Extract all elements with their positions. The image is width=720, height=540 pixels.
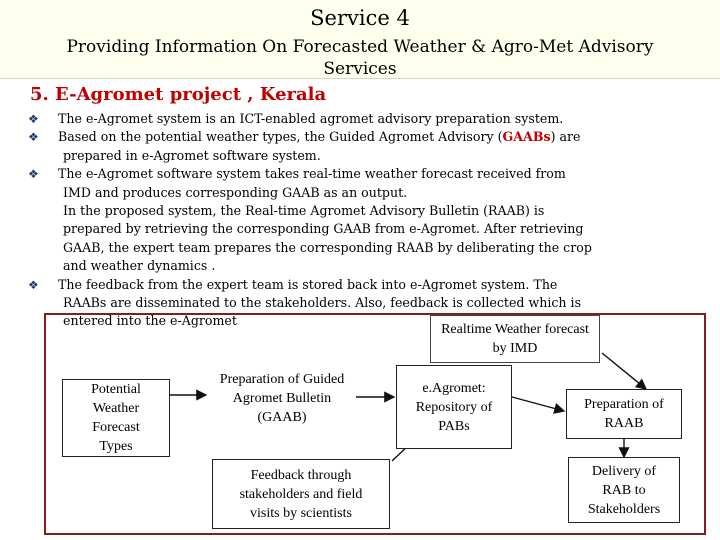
bullet-item: [28, 110, 708, 128]
bullet-line: The e-Agromet software system takes real-time weather forecast received from: [58, 166, 566, 182]
bullet-line: prepared in e-Agromet software system.: [63, 147, 321, 163]
diamond-bullet-icon: ❖: [28, 277, 39, 292]
node-potential-weather: Potential Weather Forecast Types: [62, 379, 170, 457]
node-realtime-forecast: Realtime Weather forecast by IMD: [430, 315, 600, 363]
diamond-bullet-icon: ❖: [28, 130, 39, 145]
node-raab-preparation: Preparation of RAAB: [566, 389, 682, 439]
slide-subtitle: Providing Information On Forecasted Weather & Agro-Met Advisory Services: [66, 37, 654, 79]
section-heading: 5. E-Agromet project , Kerala: [30, 84, 327, 105]
bullet-line: [58, 128, 708, 146]
node-feedback: Feedback through stakeholders and field visits by scientists: [212, 459, 390, 529]
node-delivery: Delivery of RAB to Stakeholders: [568, 457, 680, 523]
bullet-list: [28, 110, 708, 331]
slide-header: [0, 0, 720, 79]
bullet-text: Based on the potential weather types, the Guided Agromet Advisory (: [58, 129, 503, 145]
bullet-line: The e-Agromet system is an ICT-enabled agromet advisory preparation system.: [58, 111, 564, 126]
arrow-realtime-to-raab: [602, 353, 646, 389]
bullet-item: [28, 165, 708, 275]
gaab-code: GAABs: [502, 129, 551, 145]
bullet-line: IMD and produces corresponding GAAB as an output.: [63, 184, 408, 200]
node-gaab-preparation: Preparation of Guided Agromet Bulletin (GAAB): [208, 365, 356, 431]
diamond-bullet-icon: ❖: [28, 167, 39, 182]
bullet-text: ) are: [550, 129, 581, 145]
slide-title: Service 4: [310, 6, 410, 30]
node-repository: e.Agromet: Repository of PABs: [396, 365, 512, 449]
bullet-line: entered into the e-Agromet: [63, 313, 237, 329]
bullet-item: [28, 128, 708, 165]
bullet-line: In the proposed system, the Real-time Agromet Advisory Bulletin (RAAB) is: [63, 203, 545, 219]
arrow-repository-to-raab: [512, 397, 564, 411]
bullet-line: The feedback from the expert team is stored back into e-Agromet system. The: [58, 276, 558, 292]
bullet-line: GAAB, the expert team prepares the corresponding RAAB by deliberating the crop: [63, 239, 592, 255]
bullet-line: RAABs are disseminated to the stakeholders. Also, feedback is collected which is: [63, 295, 582, 311]
flow-diagram: [44, 313, 706, 535]
bullet-line: and weather dynamics .: [63, 258, 216, 274]
bullet-line: prepared by retrieving the corresponding GAAB from e-Agromet. After retrieving: [63, 221, 584, 237]
diamond-bullet-icon: ❖: [28, 112, 39, 126]
